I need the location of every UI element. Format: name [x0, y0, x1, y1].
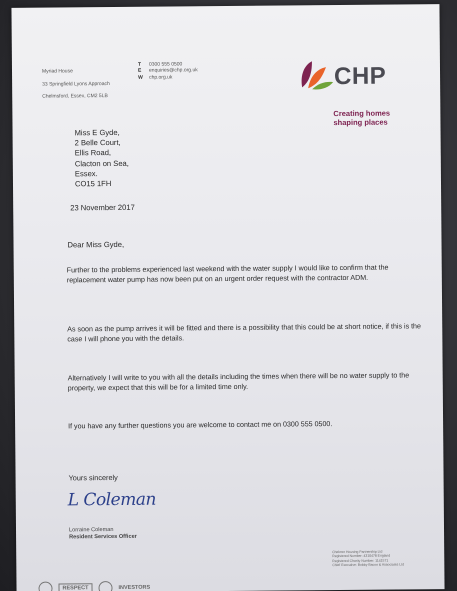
recipient-line: Ellis Road, — [74, 148, 112, 158]
footer-note-line: Registered Charity Number: 1141571 — [332, 558, 389, 563]
contact-key: T — [137, 61, 142, 68]
handwritten-signature: L Coleman — [67, 489, 156, 511]
recipient-line: Miss E Gyde, — [74, 127, 120, 138]
footer-note-line: Chelmer Housing Partnership Ltd — [332, 549, 383, 555]
footer-accreditation-logos — [38, 580, 238, 591]
tagline-line: Creating homes — [333, 108, 391, 119]
recipient-line: CO15 1FH — [74, 179, 112, 189]
body-paragraph: If you have any further questions you are welcome to contact me on 0300 555 0500. — [68, 420, 333, 431]
contact-phone: 0300 555 0500 — [148, 61, 183, 68]
recipient-line: 2 Belle Court, — [74, 138, 121, 148]
logo-wordmark: CHP — [333, 62, 387, 91]
contact-key: E — [137, 68, 142, 75]
footer-note-line: Chief Executive: Bobby Bacon & Associates Ltd — [332, 562, 404, 568]
contact-website: chp.org.uk — [149, 74, 173, 81]
body-paragraph: As soon as the pump arrives it will be fitted and there is a possibility that this could be at short notice, if this is the case I will phone you with the details. — [67, 322, 421, 344]
sender-address-line: Chelmsford, Essex, CM2 5LB — [42, 93, 108, 101]
signer-block — [69, 527, 137, 542]
sender-contact — [138, 61, 198, 80]
investors-logo: INVESTORS — [118, 584, 151, 591]
accreditation-badge-icon — [38, 582, 52, 591]
letter-sheet — [11, 4, 444, 591]
contact-email: enquiries@chp.org.uk — [148, 67, 198, 74]
tagline-line: shaping places — [333, 117, 388, 128]
sender-address — [42, 62, 110, 107]
contact-key: W — [138, 74, 143, 81]
respect-logo: RESPECT — [58, 583, 92, 591]
recipient-line: Essex. — [74, 168, 98, 179]
recipient-line: Clacton on Sea, — [74, 158, 129, 168]
sender-address-line: Myriad House — [41, 68, 73, 75]
contact-row — [138, 74, 198, 81]
tagline — [333, 109, 390, 127]
investors-badge-icon — [98, 581, 112, 591]
signer-name: Lorraine Coleman — [68, 527, 114, 534]
leaf-logo-icon — [298, 57, 334, 91]
salutation: Dear Miss Gyde, — [67, 239, 125, 250]
letter-date: 23 November 2017 — [70, 202, 135, 213]
body-paragraph: Alternatively I will write to you with all the details including the times when there will be no water supply to the property, we expect that this will be for a limited time only. — [67, 371, 410, 393]
closing: Yours sincerely — [68, 472, 118, 483]
body-paragraph: Further to the problems experienced last weekend with the water supply I would like to confirm that the replacement water pump has now been put on an urgent order request with the contractor ADM. — [66, 263, 389, 285]
signer-title: Resident Services Officer — [69, 533, 137, 541]
sender-address-line: 33 Springfield Lyons Approach — [42, 80, 110, 88]
footer-note-line: Registered Number: 4310478 England — [332, 554, 391, 559]
footer-legal-note — [332, 549, 436, 568]
recipient-address — [75, 128, 130, 190]
